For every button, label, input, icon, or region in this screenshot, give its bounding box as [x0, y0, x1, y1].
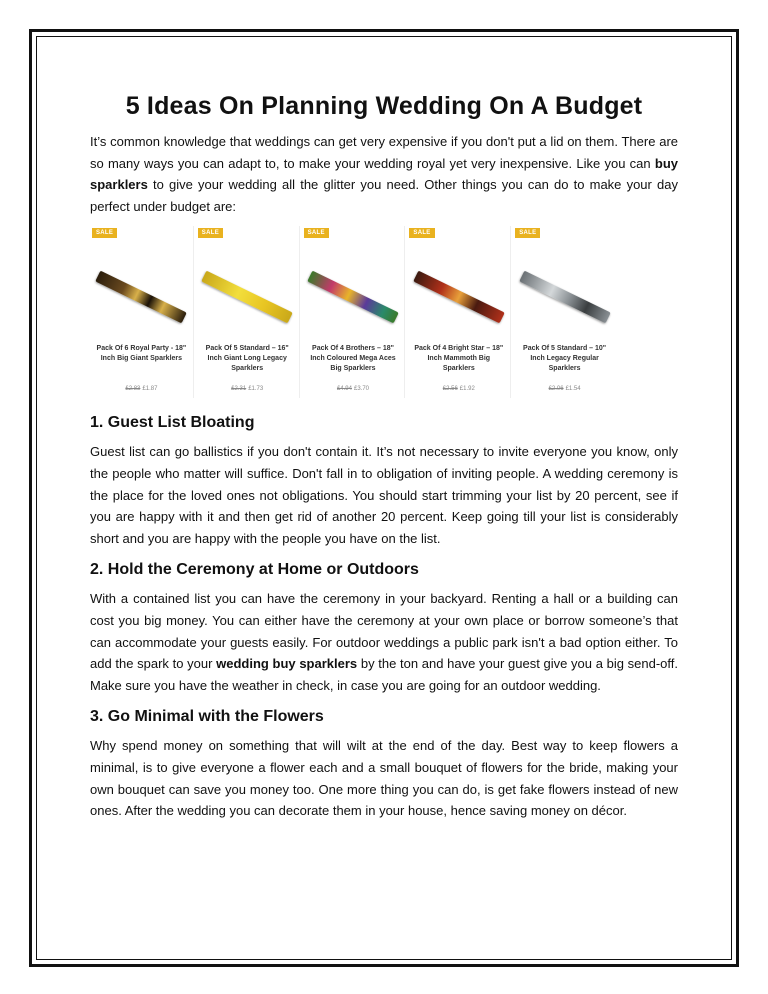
- intro-paragraph: [90, 131, 678, 217]
- intro-text-end: to give your wedding all the glitter you need. Other things you can do to make your day perfect under budget are:: [90, 177, 678, 214]
- section-paragraph: Guest list can go ballistics if you don't contain it. It’s not necessary to invite everyone you know, only the people who matter will suffice. Don't fall in to obligation of inviting people. A wedding ceremony is the place for the loved ones not obligations. You should start trimming your list by 20 percent, see if you are happy with it and then get rid of another 20 percent. Keep going till your list is considerably short and you are happy with the people you have on the list.: [90, 444, 678, 546]
- old-price: £2.56: [442, 386, 458, 393]
- sparkler-pack-image: [413, 271, 505, 324]
- product-card[interactable]: [196, 226, 300, 398]
- section-ceremony: [90, 561, 678, 696]
- wedding-buy-sparklers-link[interactable]: wedding buy sparklers: [216, 656, 358, 672]
- old-price: £2.06: [548, 386, 564, 393]
- product-image: [90, 252, 193, 342]
- intro-text-start: It’s common knowledge that weddings can get very expensive if you don't put a lid on them. There are so many ways you can adapt to, to make your wedding royal yet very inexpensive. Like you can: [90, 134, 678, 171]
- product-price: [90, 386, 193, 392]
- section-heading: 3. Go Minimal with the Flowers: [90, 708, 324, 726]
- product-strip: [90, 226, 616, 398]
- old-price: £2.31: [231, 386, 247, 393]
- buy-sparklers-link[interactable]: buy sparklers: [90, 155, 678, 193]
- section-text-start: With a contained list you can have the ceremony in your backyard. Renting a hall or a building can cost you big money. You can either have the ceremony at your own place or borrow someone’s that can accommodate your guests easily. For outdoor weddings a public park isn't a bad option either. To add the spark to your: [90, 591, 678, 672]
- sparkler-pack-image: [96, 271, 188, 324]
- product-name: Pack Of 4 Brothers – 18" Inch Coloured Mega Aces Big Sparklers: [310, 345, 396, 373]
- sale-badge: SALE: [304, 228, 329, 238]
- product-image: [196, 252, 299, 342]
- product-card[interactable]: [513, 226, 616, 398]
- sparkler-pack-image: [519, 271, 611, 324]
- sale-badge: SALE: [515, 228, 540, 238]
- old-price: £4.94: [336, 386, 352, 393]
- sale-badge: SALE: [92, 228, 117, 238]
- document-body: [90, 92, 678, 822]
- section-heading: 2. Hold the Ceremony at Home or Outdoors: [90, 561, 419, 579]
- product-card[interactable]: [407, 226, 511, 398]
- sale-price: £3.70: [353, 386, 369, 393]
- product-price: [196, 386, 299, 392]
- section-flowers: [90, 708, 678, 821]
- product-image: [407, 252, 510, 342]
- product-name: Pack Of 4 Bright Star – 18" Inch Mammoth Big Sparklers: [414, 345, 504, 373]
- product-price: [302, 386, 405, 392]
- old-price: £2.83: [125, 386, 141, 393]
- sparkler-pack-image: [307, 271, 399, 324]
- product-name: Pack Of 5 Standard – 16" Inch Giant Long Legacy Sparklers: [205, 345, 289, 373]
- sale-badge: SALE: [409, 228, 434, 238]
- page-title: 5 Ideas On Planning Wedding On A Budget: [125, 92, 643, 120]
- section-paragraph: [90, 588, 678, 696]
- product-name: Pack Of 6 Royal Party - 18" Inch Big Giant Sparklers: [96, 345, 187, 363]
- product-image: [302, 252, 405, 342]
- sale-badge: SALE: [198, 228, 223, 238]
- sale-price: £1.92: [459, 386, 475, 393]
- product-name: Pack Of 5 Standard – 10" Inch Legacy Regular Sparklers: [523, 345, 607, 373]
- sale-price: £1.87: [142, 386, 158, 393]
- sale-price: £1.54: [565, 386, 581, 393]
- product-card[interactable]: [302, 226, 406, 398]
- sparkler-pack-image: [201, 271, 293, 324]
- product-price: [513, 386, 616, 392]
- product-price: [407, 386, 510, 392]
- section-heading: 1. Guest List Bloating: [90, 414, 255, 432]
- section-paragraph: Why spend money on something that will wilt at the end of the day. Best way to keep flowers a minimal, is to give everyone a flower each and a small bouquet of flowers for the bride, making your own bouquet can save you money too. One more thing you can do, is get fake flowers instead of new ones. After the wedding you can decorate them in your house, hence saving money on décor.: [90, 738, 678, 819]
- sale-price: £1.73: [248, 386, 264, 393]
- section-text-end: by the ton and have your guest give you a big send-off. Make sure you have the weather in check, in case you are going for an outdoor wedding.: [90, 656, 678, 693]
- product-card[interactable]: [90, 226, 194, 398]
- section-guest-list: [90, 414, 678, 549]
- product-image: [513, 252, 616, 342]
